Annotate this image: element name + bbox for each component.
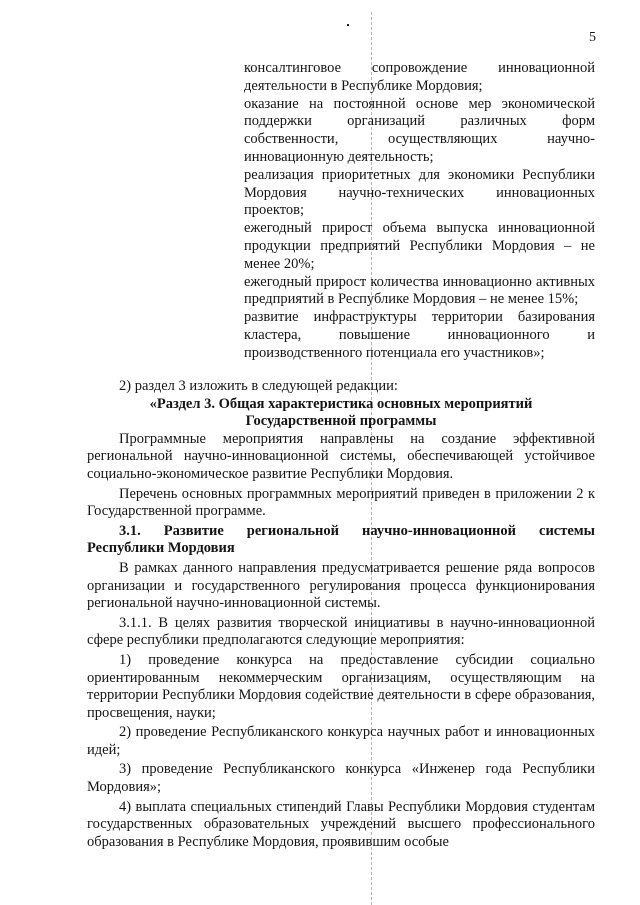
page-number: 5: [589, 30, 596, 45]
subsection-title: 3.1. Развитие региональной научно-инновационной системы Республики Мордовия: [87, 522, 595, 557]
section-title-line-1: «Раздел 3. Общая характеристика основных мероприятий: [149, 395, 533, 412]
measure-item: 1) проведение конкурса на предоставление субсидии социально ориентированным некоммерческим организациям, осуществляющим на территории Республики Мордовия содействие деятельности в сфере образования, просвещения, науки;: [87, 651, 595, 721]
main-text: [87, 378, 595, 851]
goal-item: ежегодный прирост количества инновационно активных предприятий в Республике Мордовия – не менее 15%;: [244, 273, 595, 308]
paragraph: Перечень основных программных мероприятий приведен в приложении 2 к Государственной программе.: [87, 485, 595, 520]
section-title-line-2: Государственной программы: [245, 413, 437, 430]
goal-item: ежегодный прирост объема выпуска инновационной продукции предприятий Республики Мордовия – не менее 20%;: [244, 220, 595, 272]
amendment-line: 2) раздел 3 изложить в следующей редакции:: [119, 378, 398, 394]
scan-speck: [347, 24, 349, 26]
paragraph: 3.1.1. В целях развития творческой инициативы в научно-инновационной сфере республики предполагаются следующие мероприятия:: [87, 614, 595, 649]
quoted-goals-list: [244, 60, 595, 363]
paragraph: В рамках данного направления предусматривается решение ряда вопросов организации и государственного регулирования процесса функционирования региональной научно-инновационной системы.: [87, 559, 595, 612]
measure-item: 2) проведение Республиканского конкурса научных работ и инновационных идей;: [87, 724, 595, 758]
measure-item: 4) выплата специальных стипендий Главы Республики Мордовия студентам государственных образовательных учреждений высшего профессионального образования в Республике Мордовия, проявившим особые: [87, 798, 595, 850]
goal-item: развитие инфраструктуры территории базирования кластера, повышение инновационного и производственного потенциала его участников»;: [244, 309, 595, 361]
measure-item: 3) проведение Республиканского конкурса «Инженер года Республики Мордовия»;: [87, 761, 595, 796]
goal-item: реализация приоритетных для экономики Республики Мордовия научно-технических инновационных проектов;: [244, 166, 595, 219]
paragraph: Программные мероприятия направлены на создание эффективной региональной научно-инновационной системы, обеспечивающей устойчивое социально-экономическое развитие Республики Мордовия.: [87, 430, 595, 482]
goal-item: консалтинговое сопровождение инновационной деятельности в Республике Мордовия;: [244, 60, 595, 94]
goal-item: оказание на постоянной основе мер экономической поддержки организаций различных форм собственности, осуществляющих научно-инновационную деятельность;: [244, 95, 595, 165]
